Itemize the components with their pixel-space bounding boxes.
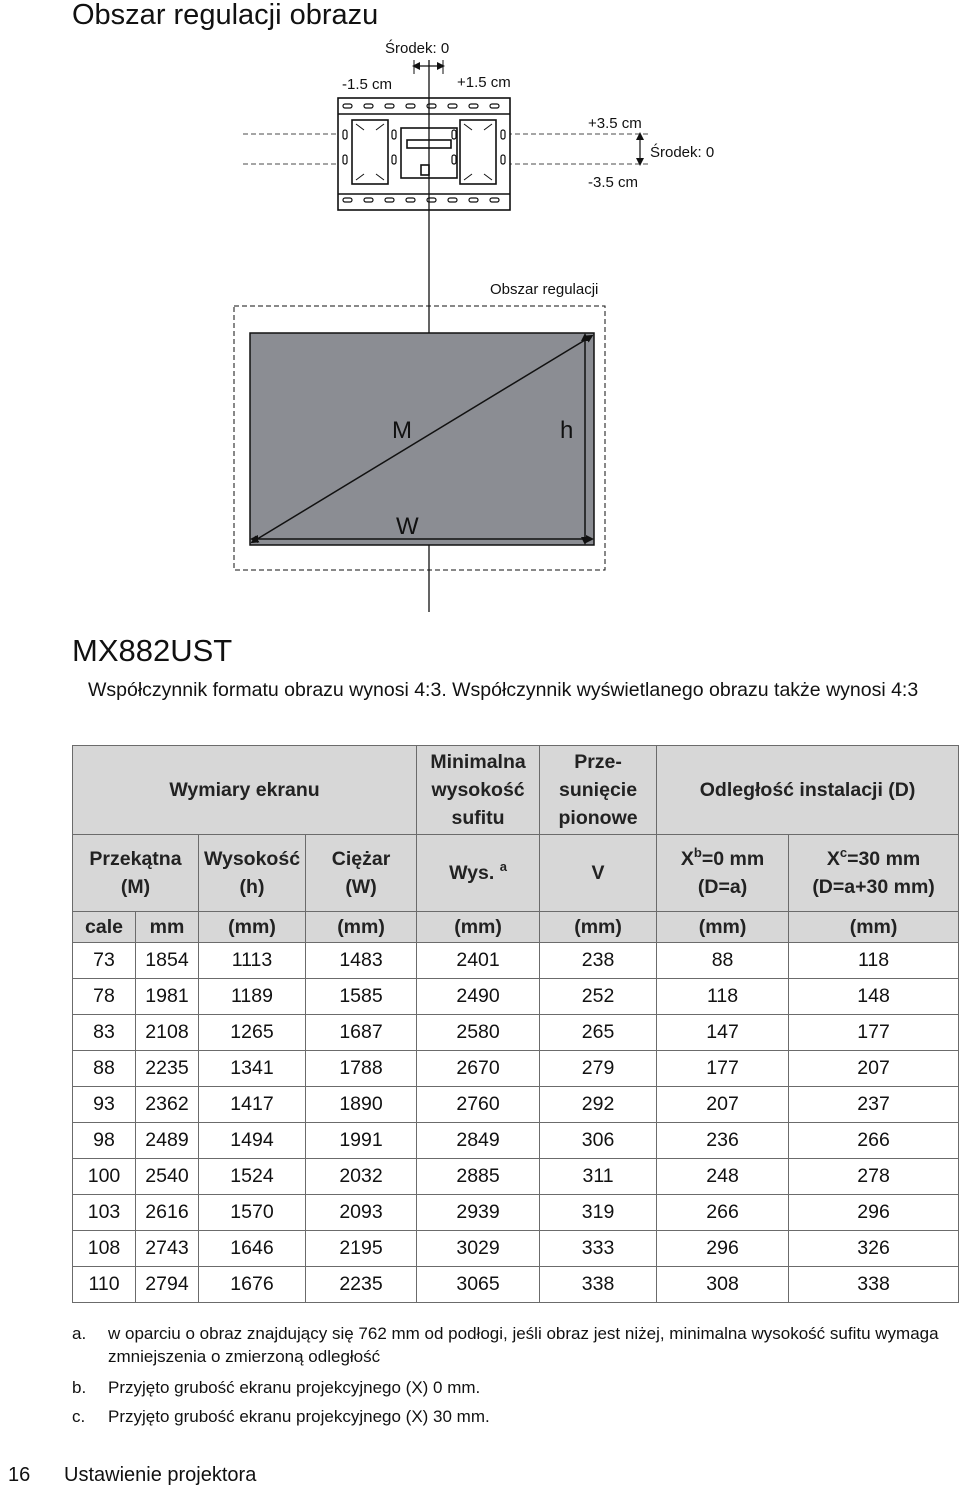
table-cell: 118 (657, 979, 789, 1015)
table-cell: 237 (789, 1087, 959, 1123)
h-right-label: +1.5 cm (457, 74, 511, 91)
table-cell: 338 (789, 1267, 959, 1303)
table-cell: 1570 (199, 1195, 306, 1231)
table-cell: 308 (657, 1267, 789, 1303)
h-center-label: Środek: 0 (385, 40, 450, 57)
header-min-ceiling: Minimalna wysokość sufitu (417, 746, 540, 835)
header-screen-dims: Wymiary ekranu (73, 746, 417, 835)
table-cell: 177 (657, 1051, 789, 1087)
label-m: M (392, 417, 412, 444)
table-cell: 73 (73, 943, 136, 979)
table-cell: 83 (73, 1015, 136, 1051)
table-cell: 2489 (136, 1123, 199, 1159)
table-cell: 248 (657, 1159, 789, 1195)
table-cell: 1646 (199, 1231, 306, 1267)
table-cell: 306 (540, 1123, 657, 1159)
aspect-ratio-note: Współczynnik formatu obrazu wynosi 4:3. Współczynnik wyświetlanego obrazu także wynosi 4:3 (88, 679, 919, 701)
table-row (73, 979, 959, 1015)
unit-cell: (mm) (789, 912, 959, 943)
table-cell: 147 (657, 1015, 789, 1051)
table-cell: 1417 (199, 1087, 306, 1123)
table-cell: 177 (789, 1015, 959, 1051)
table-cell: 238 (540, 943, 657, 979)
mounting-plate (338, 98, 510, 210)
table-row (73, 1159, 959, 1195)
table-cell: 338 (540, 1267, 657, 1303)
unit-cell: (mm) (657, 912, 789, 943)
footer-section-title: Ustawienie projektora (64, 1464, 257, 1486)
v-center-label: Środek: 0 (650, 144, 715, 161)
table-cell: 292 (540, 1087, 657, 1123)
v-top-label: +3.5 cm (588, 115, 642, 132)
page-title: Obszar regulacji obrazu (72, 0, 379, 31)
unit-cell: (mm) (199, 912, 306, 943)
table-cell: 108 (73, 1231, 136, 1267)
v-bottom-label: -3.5 cm (588, 174, 639, 191)
table-cell: 1483 (306, 943, 417, 979)
table-cell: 2885 (417, 1159, 540, 1195)
table-cell: 1524 (199, 1159, 306, 1195)
table-row (73, 1231, 959, 1267)
header-weight: Ciężar (W) (306, 835, 417, 912)
table-cell: 319 (540, 1195, 657, 1231)
table-cell: 2362 (136, 1087, 199, 1123)
table-cell: 1265 (199, 1015, 306, 1051)
table-cell: 1854 (136, 943, 199, 979)
table-cell: 3029 (417, 1231, 540, 1267)
table-row (73, 1015, 959, 1051)
table-cell: 333 (540, 1231, 657, 1267)
header-install-distance: Odległość instalacji (D) (657, 746, 959, 835)
page-number: 16 (8, 1464, 31, 1486)
table-cell: 278 (789, 1159, 959, 1195)
adjustment-diagram (0, 0, 960, 620)
table-cell: 266 (789, 1123, 959, 1159)
table-cell: 110 (73, 1267, 136, 1303)
label-h: h (560, 417, 574, 444)
table-cell: 326 (789, 1231, 959, 1267)
table-cell: 148 (789, 979, 959, 1015)
table-cell: 236 (657, 1123, 789, 1159)
header-wys: Wys. $^a$ (417, 835, 540, 912)
table-cell: 1676 (199, 1267, 306, 1303)
table-cell: 1991 (306, 1123, 417, 1159)
table-cell: 296 (789, 1195, 959, 1231)
table-cell: 279 (540, 1051, 657, 1087)
table-cell: 88 (657, 943, 789, 979)
table-cell: 3065 (417, 1267, 540, 1303)
area-label: Obszar regulacji (490, 281, 599, 298)
table-cell: 266 (657, 1195, 789, 1231)
table-cell: 2490 (417, 979, 540, 1015)
table-cell: 1981 (136, 979, 199, 1015)
table-cell: 1341 (199, 1051, 306, 1087)
header-height: Wysokość (h) (199, 835, 306, 912)
table-cell: 2616 (136, 1195, 199, 1231)
unit-cell: (mm) (540, 912, 657, 943)
table-cell: 1113 (199, 943, 306, 979)
table-cell: 296 (657, 1231, 789, 1267)
table-cell: 2849 (417, 1123, 540, 1159)
table-cell: 118 (789, 943, 959, 979)
table-cell: 2032 (306, 1159, 417, 1195)
h-left-label: -1.5 cm (342, 76, 393, 93)
table-cell: 2235 (306, 1267, 417, 1303)
table-row (73, 1195, 959, 1231)
table-cell: 78 (73, 979, 136, 1015)
table-cell: 88 (73, 1051, 136, 1087)
table-cell: 1585 (306, 979, 417, 1015)
table-cell: 2743 (136, 1231, 199, 1267)
table-cell: 2580 (417, 1015, 540, 1051)
table-cell: 103 (73, 1195, 136, 1231)
table-cell: 1494 (199, 1123, 306, 1159)
table-cell: 100 (73, 1159, 136, 1195)
model-title: MX882UST (72, 633, 233, 668)
table-cell: 2794 (136, 1267, 199, 1303)
table-cell: 2760 (417, 1087, 540, 1123)
unit-cell: (mm) (417, 912, 540, 943)
table-cell: 2670 (417, 1051, 540, 1087)
table-cell: 252 (540, 979, 657, 1015)
table-cell: 2195 (306, 1231, 417, 1267)
table-cell: 2108 (136, 1015, 199, 1051)
label-w: W (396, 513, 419, 540)
table-cell: 2939 (417, 1195, 540, 1231)
table-row (73, 1267, 959, 1303)
unit-cell: cale (73, 912, 136, 943)
table-cell: 207 (789, 1051, 959, 1087)
table-cell: 1687 (306, 1015, 417, 1051)
table-row (73, 1087, 959, 1123)
header-diagonal: Przekątna (M) (73, 835, 199, 912)
table-cell: 1788 (306, 1051, 417, 1087)
table-cell: 265 (540, 1015, 657, 1051)
table-cell: 98 (73, 1123, 136, 1159)
header-xc: $X^c=30$ mm (D=a+30 mm) (789, 835, 959, 912)
table-cell: 1890 (306, 1087, 417, 1123)
header-xb: $X^b=0$ mm (D=a) (657, 835, 789, 912)
table-row (73, 1123, 959, 1159)
table-row (73, 1051, 959, 1087)
table-cell: 207 (657, 1087, 789, 1123)
table-cell: 2401 (417, 943, 540, 979)
projection-spec-table (72, 745, 959, 1303)
unit-cell: mm (136, 912, 199, 943)
header-v: V (540, 835, 657, 912)
table-cell: 2235 (136, 1051, 199, 1087)
table-cell: 311 (540, 1159, 657, 1195)
table-cell: 93 (73, 1087, 136, 1123)
table-cell: 2540 (136, 1159, 199, 1195)
table-row (73, 943, 959, 979)
header-vertical-shift: Prze- sunięcie pionowe (540, 746, 657, 835)
unit-cell: (mm) (306, 912, 417, 943)
table-cell: 2093 (306, 1195, 417, 1231)
table-cell: 1189 (199, 979, 306, 1015)
